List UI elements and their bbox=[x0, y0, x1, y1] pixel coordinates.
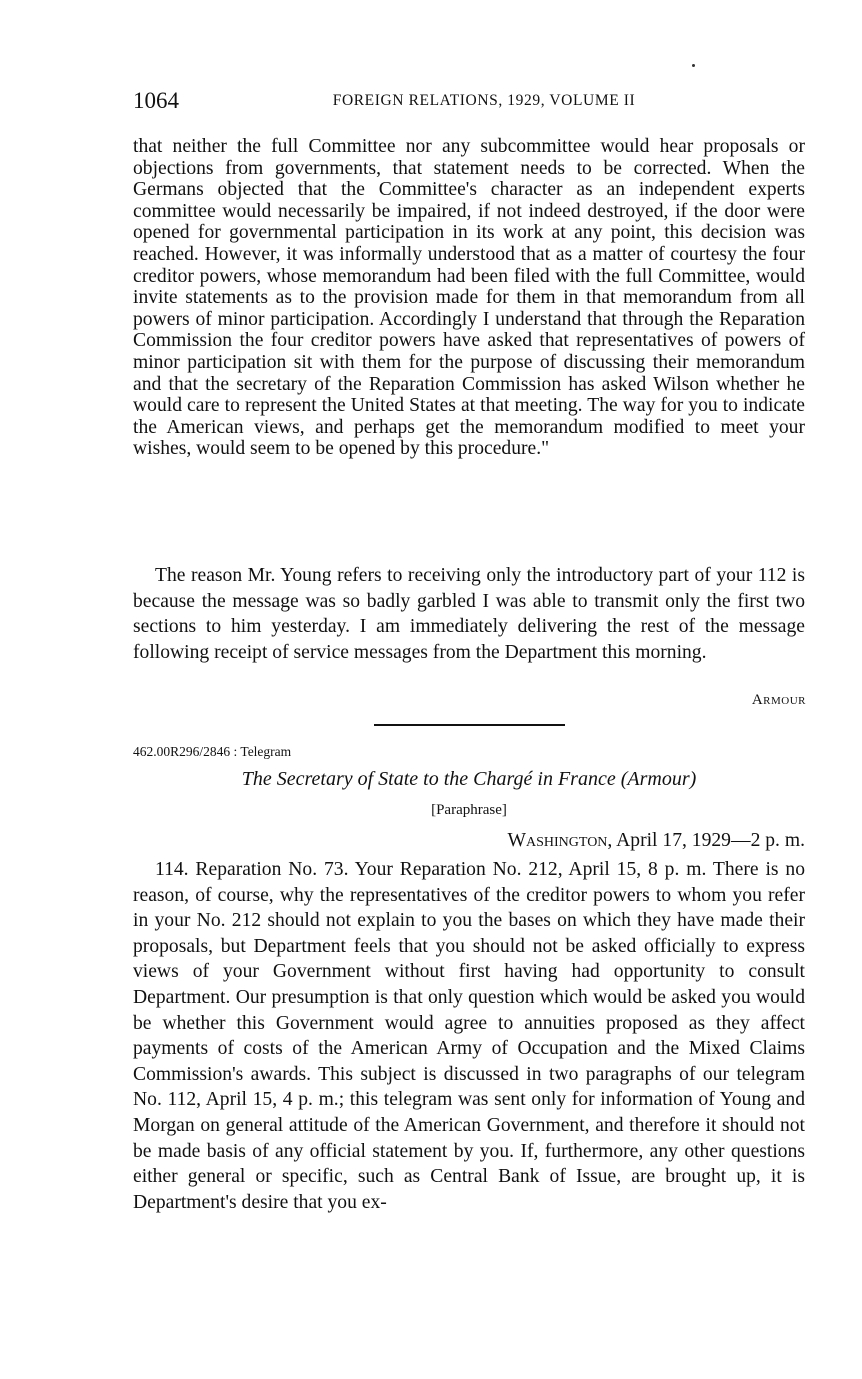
document-title: The Secretary of State to the Chargé in France (Armour) bbox=[241, 768, 697, 790]
section-divider bbox=[374, 724, 565, 726]
body-paragraph-2: 114. Reparation No. 73. Your Reparation No. 212, April 15, 8 p. m. There is no reason, of course, why the representatives of the creditor powers to whom you refer in your No. 212 should not explain to you the bases on which they have made their proposals, but Department feels that you should not be asked officially to express views of your Government without first having had opportunity to consult Department. Our presumption is that only question which would be asked you would be whether this Government would agree to annuities proposed as they affect payments of costs of the American Army of Occupation and the Mixed Claims Commission's awards. This subject is discussed in two paragraphs of our telegram No. 112, April 15, 4 p. m.; this telegram was sent only for information of Young and Morgan on general attitude of the American Government, and therefore it should not be made basis of any official statement by you. If, furthermore, any other questions either general or specific, such as Central Bank of Issue, are brought up, it is Department's desire that you ex- bbox=[133, 859, 805, 1213]
dateline bbox=[508, 830, 805, 852]
page-header bbox=[133, 88, 805, 118]
dateline-date: , April 17, 1929—2 p. m. bbox=[607, 830, 805, 851]
running-title: FOREIGN RELATIONS, 1929, VOLUME II bbox=[332, 92, 636, 109]
page-number: 1064 bbox=[133, 88, 179, 113]
document-subtitle: [Paraphrase] bbox=[431, 802, 507, 818]
print-speck bbox=[692, 64, 695, 67]
dateline-place: Washington bbox=[507, 830, 608, 851]
body-paragraph-1: The reason Mr. Young refers to receiving only the introductory part of your 112 is because the message was so badly garbled I was able to transmit only the first two sections to him yesterday. I am immediately delivering the rest of the message following receipt of service messages from the Department this morning. bbox=[133, 565, 805, 663]
file-reference: 462.00R296/2846 : Telegram bbox=[133, 744, 292, 759]
quoted-continuation: that neither the full Committee nor any subcommittee would hear proposals or objections from governments, that statement needs to be corrected. When the Germans objected that the Committee's character as an independent experts committee would necessarily be impaired, if not indeed destroyed, if the door were opened for governmental participation in its work at any point, this decision was reached. However, it was informally understood that as a matter of courtesy the four creditor powers, whose memorandum had been filed with the full Committee, would invite statements as to the provision made for them in that memorandum from all powers of minor participation. Accordingly I understand that through the Reparation Commission the four creditor powers have asked that representatives of powers of minor participation sit with them for the purpose of discussing their memorandum and that the secretary of the Reparation Commission has asked Wilson whether he would care to represent the United States at that meeting. The way for you to indicate the American views, and perhaps get the memorandum modified to meet your wishes, would seem to be opened by this procedure." bbox=[133, 136, 805, 460]
signature: Armour bbox=[751, 692, 806, 708]
